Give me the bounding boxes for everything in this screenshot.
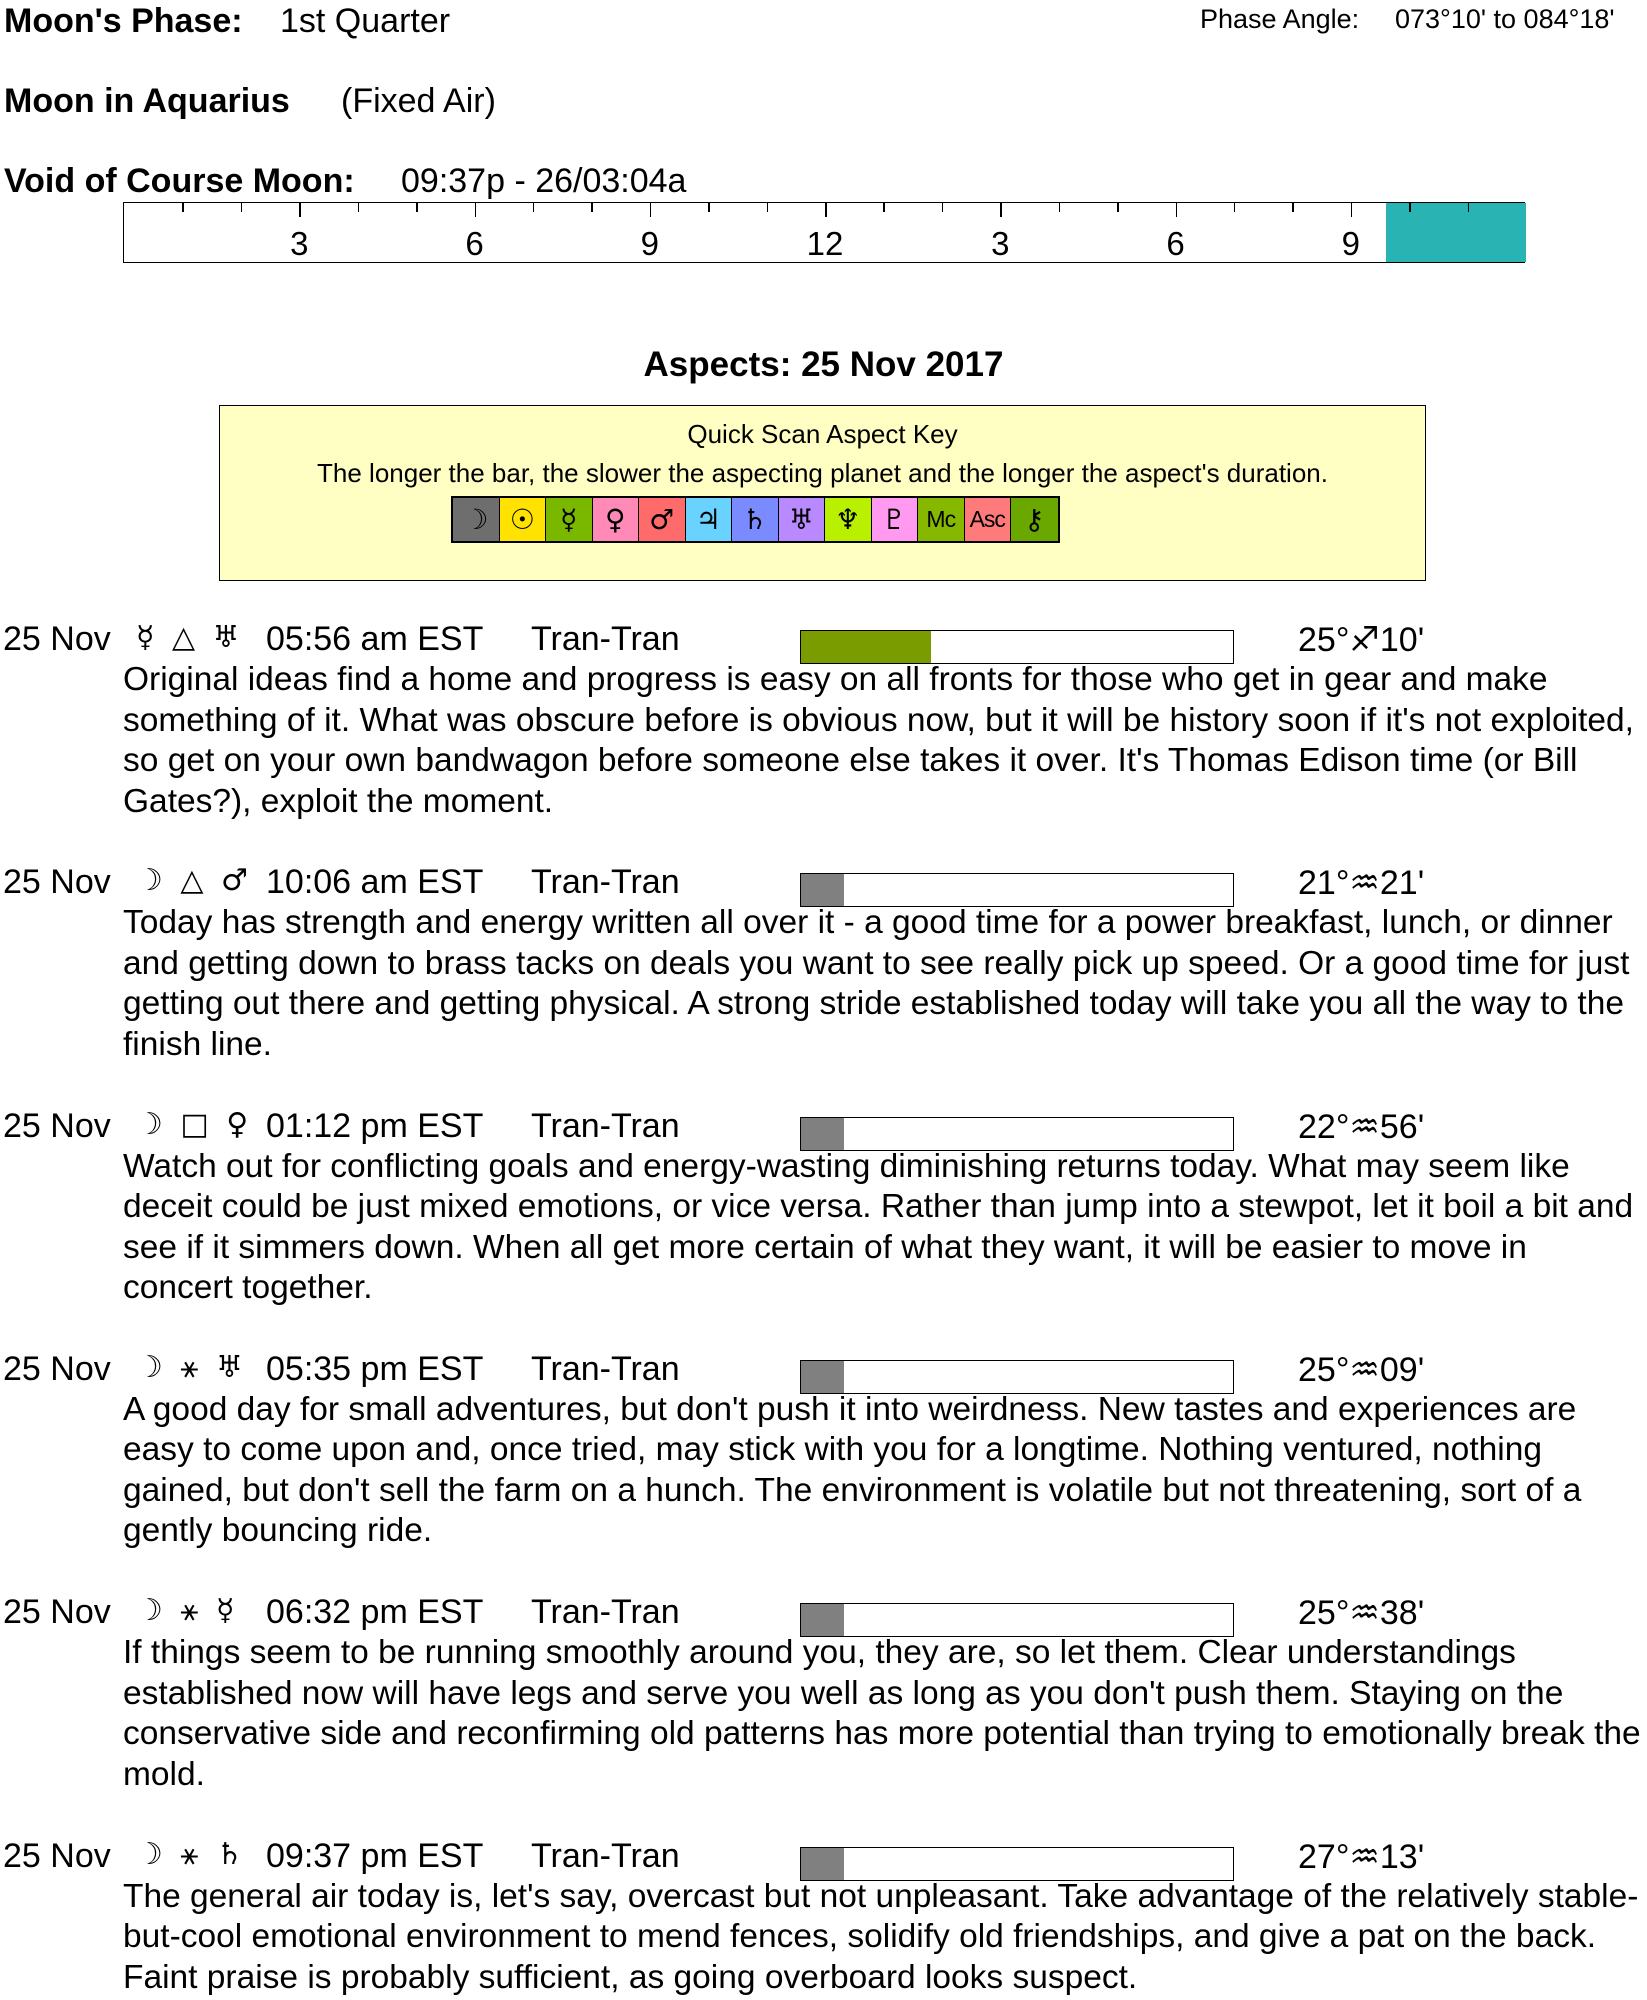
aspect-position: 25°♒38'	[1298, 1594, 1425, 1633]
aspect-type: Tran-Tran	[531, 863, 680, 902]
aspect-glyphs: ☽ ⚹ ♄	[136, 1836, 247, 1872]
timeline-tick	[942, 203, 944, 212]
aspect-time: 05:35 pm EST	[266, 1349, 484, 1388]
aspect-duration-bar	[800, 1603, 1234, 1637]
timeline-hour-label: 9	[1341, 225, 1360, 262]
timeline-tick	[241, 203, 243, 212]
void-of-course-timeline	[123, 202, 1525, 263]
aspects-title: Aspects: 25 Nov 2017	[643, 345, 1004, 384]
aspect-duration-fill	[801, 874, 844, 906]
aspect-date: 25 Nov	[3, 620, 111, 658]
aspect-type: Tran-Tran	[531, 1836, 680, 1875]
aspect-time: 10:06 am EST	[266, 863, 484, 902]
aspect-glyphs: ☽ □ ♀	[136, 1106, 253, 1142]
timeline-tick	[533, 203, 535, 212]
aspect-type: Tran-Tran	[531, 1349, 680, 1388]
timeline-tick	[650, 203, 652, 217]
moon-sign-label: Moon in Aquarius	[4, 82, 290, 120]
aspect-duration-bar	[800, 873, 1234, 907]
timeline-tick	[358, 203, 360, 212]
aspect-glyphs: ☿ △ ♅	[136, 620, 244, 655]
timeline-tick	[1117, 203, 1119, 212]
aspect-type: Tran-Tran	[531, 620, 680, 658]
voc-value: 09:37p - 26/03:04a	[401, 162, 687, 200]
aspect-glyphs: ☽ △ ♂	[136, 863, 252, 899]
midheaven-icon: Mc	[918, 498, 965, 541]
timeline-tick	[708, 203, 710, 212]
aspect-type: Tran-Tran	[531, 1106, 680, 1145]
aspect-duration-fill	[801, 1118, 844, 1150]
sun-icon: ☉	[500, 498, 547, 541]
timeline-tick	[767, 203, 769, 212]
neptune-icon: ♆	[825, 498, 872, 541]
timeline-tick	[1409, 203, 1411, 212]
jupiter-icon: ♃	[686, 498, 733, 541]
aspect-time: 09:37 pm EST	[266, 1836, 484, 1875]
pluto-icon: ♇	[872, 498, 919, 541]
moon-phase-value: 1st Quarter	[280, 2, 451, 40]
aspect-duration-fill	[801, 631, 931, 663]
aspect-duration-bar	[800, 630, 1234, 664]
timeline-hour-label: 9	[640, 225, 659, 262]
timeline-hour-label: 6	[465, 225, 484, 262]
timeline-tick	[1234, 203, 1236, 212]
saturn-icon: ♄	[732, 498, 779, 541]
aspect-description: If things seem to be running smoothly around you, they are, so let them. Clear understandings established now will have legs and serve you well as long as you don't push them. Staying on the conservative side and reconfirming old patterns has more potential than trying to emotionally break the mold.	[123, 1634, 1641, 1793]
aspect-key-box	[219, 405, 1426, 581]
timeline-hour-label: 3	[991, 225, 1010, 262]
aspect-position: 22°♒56'	[1298, 1107, 1425, 1146]
timeline-tick	[1000, 203, 1002, 217]
mars-icon: ♂	[639, 498, 686, 541]
phase-angle-value: 073°10' to 084°18'	[1395, 4, 1615, 34]
timeline-tick	[1176, 203, 1178, 217]
aspect-date: 25 Nov	[3, 1836, 111, 1875]
aspect-description: Today has strength and energy written all over it - a good time for a power breakfast, lunch, or dinner and getting down to brass tacks on deals you want to see really pick up speed. Or a good time for just getting out there and getting physical. A strong stride established today will take you all the way to the finish line.	[123, 904, 1630, 1063]
aspect-position: 25°♒09'	[1298, 1350, 1425, 1389]
aspect-time: 01:12 pm EST	[266, 1106, 484, 1145]
chiron-icon: ⚷	[1011, 498, 1058, 541]
timeline-hour-label: 12	[806, 225, 844, 262]
aspect-glyphs: ☽ ⚹ ☿	[136, 1593, 239, 1629]
aspect-key-description: The longer the bar, the slower the aspecting planet and the longer the aspect's duration.	[317, 458, 1328, 488]
aspect-description: A good day for small adventures, but don't push it into weirdness. New tastes and experiences are easy to come upon and, once tried, may stick with you for a longtime. Nothing ventured, nothing gained, but don't sell the farm on a hunch. The environment is volatile but not threatening, sort of a gently bouncing ride.	[123, 1390, 1582, 1550]
timeline-hour-label: 6	[1166, 225, 1185, 262]
timeline-tick	[1351, 203, 1353, 217]
moon-icon: ☽	[453, 498, 500, 541]
timeline-tick	[825, 203, 827, 217]
venus-icon: ♀	[593, 498, 640, 541]
aspect-time: 05:56 am EST	[266, 620, 484, 658]
ascendant-icon: Asc	[965, 498, 1012, 541]
aspect-glyphs: ☽ ⚹ ♅	[136, 1349, 247, 1385]
aspect-date: 25 Nov	[3, 1593, 111, 1632]
aspect-duration-fill	[801, 1604, 844, 1636]
aspect-time: 06:32 pm EST	[266, 1593, 484, 1632]
aspect-position: 21°♒21'	[1298, 864, 1425, 903]
aspect-type: Tran-Tran	[531, 1593, 680, 1632]
moon-phase-label: Moon's Phase:	[4, 2, 243, 40]
timeline-tick	[591, 203, 593, 212]
aspect-description: Original ideas find a home and progress is easy on all fronts for those who get in gear and make something of it. What was obscure before is obvious now, but it will be history soon if it's not exploited, so get on your own bandwagon before someone else takes it over. It's Thomas Edison time (or Bill Gates?), exploit the moment.	[123, 661, 1634, 820]
timeline-tick	[182, 203, 184, 212]
uranus-icon: ♅	[779, 498, 826, 541]
aspect-duration-fill	[801, 1848, 844, 1880]
phase-angle-label: Phase Angle:	[1200, 4, 1360, 34]
timeline-tick	[1468, 203, 1470, 212]
timeline-tick	[1059, 203, 1061, 212]
aspect-position: 27°♒13'	[1298, 1837, 1425, 1876]
aspect-duration-bar	[800, 1847, 1234, 1881]
aspect-duration-bar	[800, 1117, 1234, 1151]
aspect-duration-fill	[801, 1361, 844, 1393]
aspect-key-title: Quick Scan Aspect Key	[687, 419, 958, 449]
timeline-tick	[883, 203, 885, 212]
timeline-hour-label: 3	[290, 225, 309, 262]
aspect-description: The general air today is, let's say, overcast but not unpleasant. Take advantage of the relatively stable-but-cool emotional environment to mend fences, solidify old friendships, and give a pat on the back. Faint praise is probably sufficient, as going overboard looks suspect.	[123, 1877, 1639, 1996]
timeline-tick	[1292, 203, 1294, 212]
planet-color-key	[451, 496, 1060, 543]
timeline-tick	[416, 203, 418, 212]
aspect-position: 25°♐10'	[1298, 621, 1425, 659]
timeline-tick	[299, 203, 301, 217]
voc-label: Void of Course Moon:	[4, 162, 355, 200]
aspect-date: 25 Nov	[3, 1349, 111, 1388]
aspect-date: 25 Nov	[3, 1106, 111, 1145]
aspect-date: 25 Nov	[3, 863, 111, 902]
voc-period-bar	[1386, 203, 1526, 262]
moon-sign-detail: (Fixed Air)	[341, 82, 496, 120]
aspect-description: Watch out for conflicting goals and energy-wasting diminishing returns today. What may seem like deceit could be just mixed emotions, or vice versa. Rather than jump into a stewpot, let it boil a bit and see if it simmers down. When all get more certain of what they want, it will be easier to move in concert together.	[123, 1147, 1634, 1307]
timeline-tick	[475, 203, 477, 217]
aspect-duration-bar	[800, 1360, 1234, 1394]
mercury-icon: ☿	[546, 498, 593, 541]
